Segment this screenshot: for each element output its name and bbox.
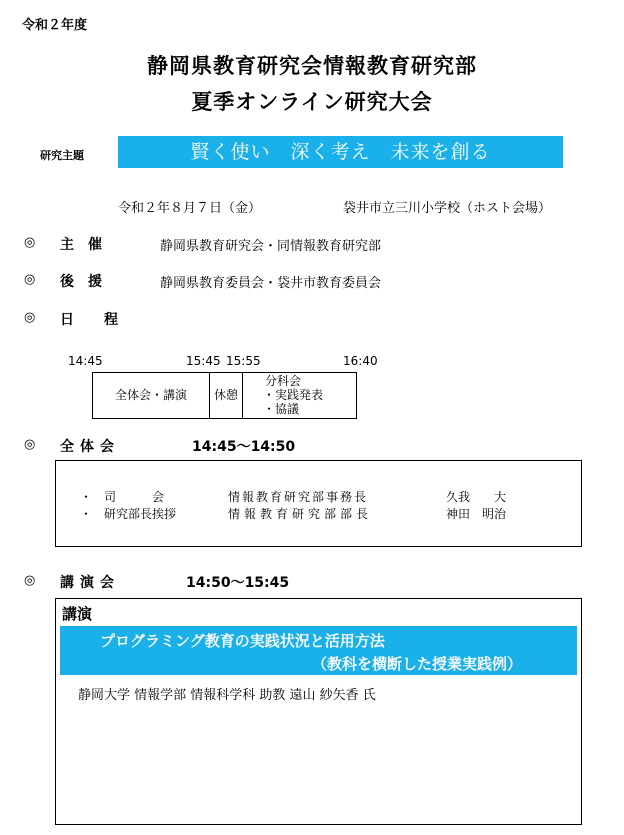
plenary-name: 久我 大 bbox=[446, 490, 507, 504]
plenary-time: 14:45〜14:50 bbox=[192, 439, 296, 455]
plenary-role: 研究部長挨拶 bbox=[104, 507, 177, 521]
schedule-subcommittee-item: ・実践発表 bbox=[263, 388, 324, 402]
document-title-line1: 静岡県教育研究会情報教育研究部 bbox=[147, 54, 477, 78]
lecture-session-label: 講演会 bbox=[60, 575, 120, 591]
theme-text: 賢く使い 深く考え 未来を創る bbox=[190, 141, 491, 163]
schedule-time-end: 16:40 bbox=[343, 354, 378, 368]
lecture-box bbox=[55, 598, 582, 825]
plenary-name: 神田 明治 bbox=[446, 507, 507, 521]
lecture-title-line2: （教科を横断した授業実践例） bbox=[312, 655, 523, 673]
plenary-position: 情報教育研究部部長 bbox=[228, 507, 373, 521]
bullet-mark: ◎ bbox=[24, 437, 36, 452]
schedule-break-text: 休憩 bbox=[213, 388, 238, 402]
plenary-role: 司 会 bbox=[104, 490, 165, 504]
schedule-time-break-end: 15:55 bbox=[226, 354, 261, 368]
schedule-plenary-text: 全体会・講演 bbox=[114, 388, 187, 402]
theme-banner bbox=[118, 136, 563, 168]
fiscal-year: 令和２年度 bbox=[22, 18, 88, 33]
bullet-mark: ◎ bbox=[24, 310, 36, 325]
schedule-subcommittee-item: ・協議 bbox=[263, 402, 300, 416]
organizer-value: 静岡県教育研究会・同情報教育研究部 bbox=[160, 239, 382, 254]
theme-label: 研究主題 bbox=[40, 149, 84, 162]
bullet-mark: ◎ bbox=[24, 272, 36, 287]
schedule-time-break-start: 15:45 bbox=[186, 354, 221, 368]
organizer-label: 主催 bbox=[60, 237, 116, 253]
schedule-cell-subcommittee bbox=[243, 373, 356, 418]
event-date: 令和２年８月７日（金） bbox=[118, 201, 262, 216]
bullet-mark: ◎ bbox=[24, 235, 36, 250]
support-label: 後援 bbox=[60, 274, 116, 290]
lecture-title-line1: プログラミング教育の実践状況と活用方法 bbox=[100, 632, 385, 650]
lecture-session-time: 14:50〜15:45 bbox=[186, 575, 290, 591]
event-venue: 袋井市立三川小学校（ホスト会場） bbox=[343, 201, 552, 216]
lecture-heading: 講演 bbox=[62, 605, 93, 623]
lecture-speaker: 静岡大学 情報学部 情報科学科 助教 遠山 紗矢香 氏 bbox=[78, 688, 376, 703]
schedule-time-start: 14:45 bbox=[68, 354, 103, 368]
schedule-cell-break bbox=[210, 373, 243, 418]
schedule-subcommittee-title: 分科会 bbox=[265, 374, 302, 388]
support-value: 静岡県教育委員会・袋井市教育委員会 bbox=[160, 276, 382, 291]
plenary-label: 全体会 bbox=[60, 439, 120, 455]
plenary-box bbox=[55, 460, 582, 547]
bullet: ・ bbox=[80, 490, 93, 504]
bullet-mark: ◎ bbox=[24, 573, 36, 588]
schedule-bar bbox=[92, 372, 357, 419]
bullet: ・ bbox=[80, 507, 93, 521]
plenary-position: 情報教育研究部事務長 bbox=[228, 490, 369, 504]
schedule-label: 日程 bbox=[60, 312, 148, 328]
document-title-line2: 夏季オンライン研究大会 bbox=[191, 90, 433, 114]
lecture-title-banner bbox=[60, 626, 577, 675]
schedule-cell-plenary bbox=[93, 373, 210, 418]
